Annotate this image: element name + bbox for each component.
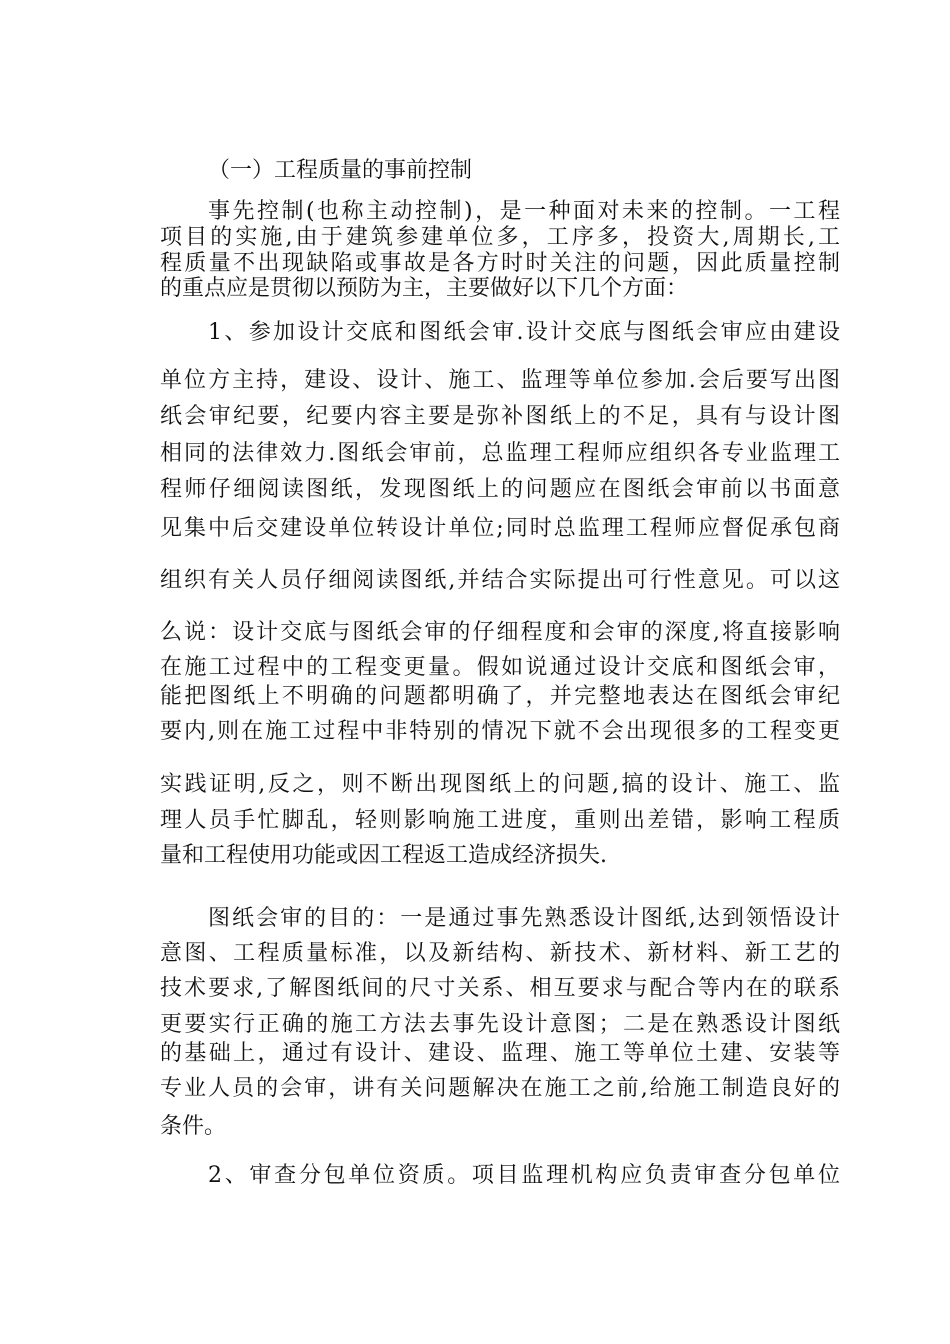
paragraph-1-line-3: 程质量不出现缺陷或事故是各方时时关注的问题，因此质量控制: [160, 251, 840, 276]
paragraph-3-line-3: 技术要求,了解图纸间的尺寸关系、相互要求与配合等内在的联系: [160, 976, 840, 1001]
paragraph-1-line-4: 的重点应是贯彻以预防为主，主要做好以下几个方面：: [160, 276, 689, 301]
paragraph-3-line-2: 意图、工程质量标准，以及新结构、新技术、新材料、新工艺的: [160, 941, 840, 966]
paragraph-2-line-3: 纸会审纪要，纪要内容主要是弥补图纸上的不足，具有与设计图: [160, 404, 840, 429]
paragraph-2-line-12: 实践证明,反之，则不断出现图纸上的问题,搞的设计、施工、监: [160, 772, 840, 797]
paragraph-2-line-5: 程师仔细阅读图纸，发现图纸上的问题应在图纸会审前以书面意: [160, 477, 840, 502]
section-heading: （一）工程质量的事前控制: [208, 158, 473, 183]
paragraph-2-line-13: 理人员手忙脚乱，轻则影响施工进度，重则出差错，影响工程质: [160, 808, 840, 833]
paragraph-2-line-7: 组织有关人员仔细阅读图纸,并结合实际提出可行性意见。可以这: [160, 568, 840, 593]
paragraph-2-line-1: 1、参加设计交底和图纸会审.设计交底与图纸会审应由建设: [208, 320, 840, 345]
paragraph-2-line-2: 单位方主持，建设、设计、施工、监理等单位参加.会后要写出图: [160, 368, 840, 393]
paragraph-3-line-4: 更要实行正确的施工方法去事先设计意图；二是在熟悉设计图纸: [160, 1012, 840, 1037]
paragraph-2-line-14: 量和工程使用功能或因工程返工造成经济损失.: [160, 843, 607, 868]
paragraph-2-line-10: 能把图纸上不明确的问题都明确了，并完整地表达在图纸会审纪: [160, 684, 840, 709]
paragraph-3-line-1: 图纸会审的目的：一是通过事先熟悉设计图纸,达到领悟设计: [208, 906, 840, 931]
paragraph-2-line-4: 相同的法律效力.图纸会审前，总监理工程师应组织各专业监理工: [160, 441, 840, 466]
paragraph-1-line-1: 事先控制(也称主动控制)，是一种面对未来的控制。一工程: [208, 199, 840, 224]
paragraph-2-line-6: 见集中后交建设单位转设计单位;同时总监理工程师应督促承包商: [160, 516, 840, 541]
paragraph-2-line-8: 么说：设计交底与图纸会审的仔细程度和会审的深度,将直接影响: [160, 620, 840, 645]
paragraph-2-line-11: 要内,则在施工过程中非特别的情况下就不会出现很多的工程变更: [160, 719, 840, 744]
paragraph-1-line-2: 项目的实施,由于建筑参建单位多，工序多，投资大,周期长,工: [160, 225, 840, 250]
paragraph-4-line-1: 2、审查分包单位资质。项目监理机构应负责审查分包单位: [208, 1163, 840, 1188]
paragraph-3-line-7: 条件。: [160, 1114, 227, 1139]
paragraph-2-line-9: 在施工过程中的工程变更量。假如说通过设计交底和图纸会审，: [160, 655, 840, 680]
paragraph-3-line-6: 专业人员的会审，讲有关问题解决在施工之前,给施工制造良好的: [160, 1076, 840, 1101]
paragraph-3-line-5: 的基础上，通过有设计、建设、监理、施工等单位土建、安装等: [160, 1041, 840, 1066]
